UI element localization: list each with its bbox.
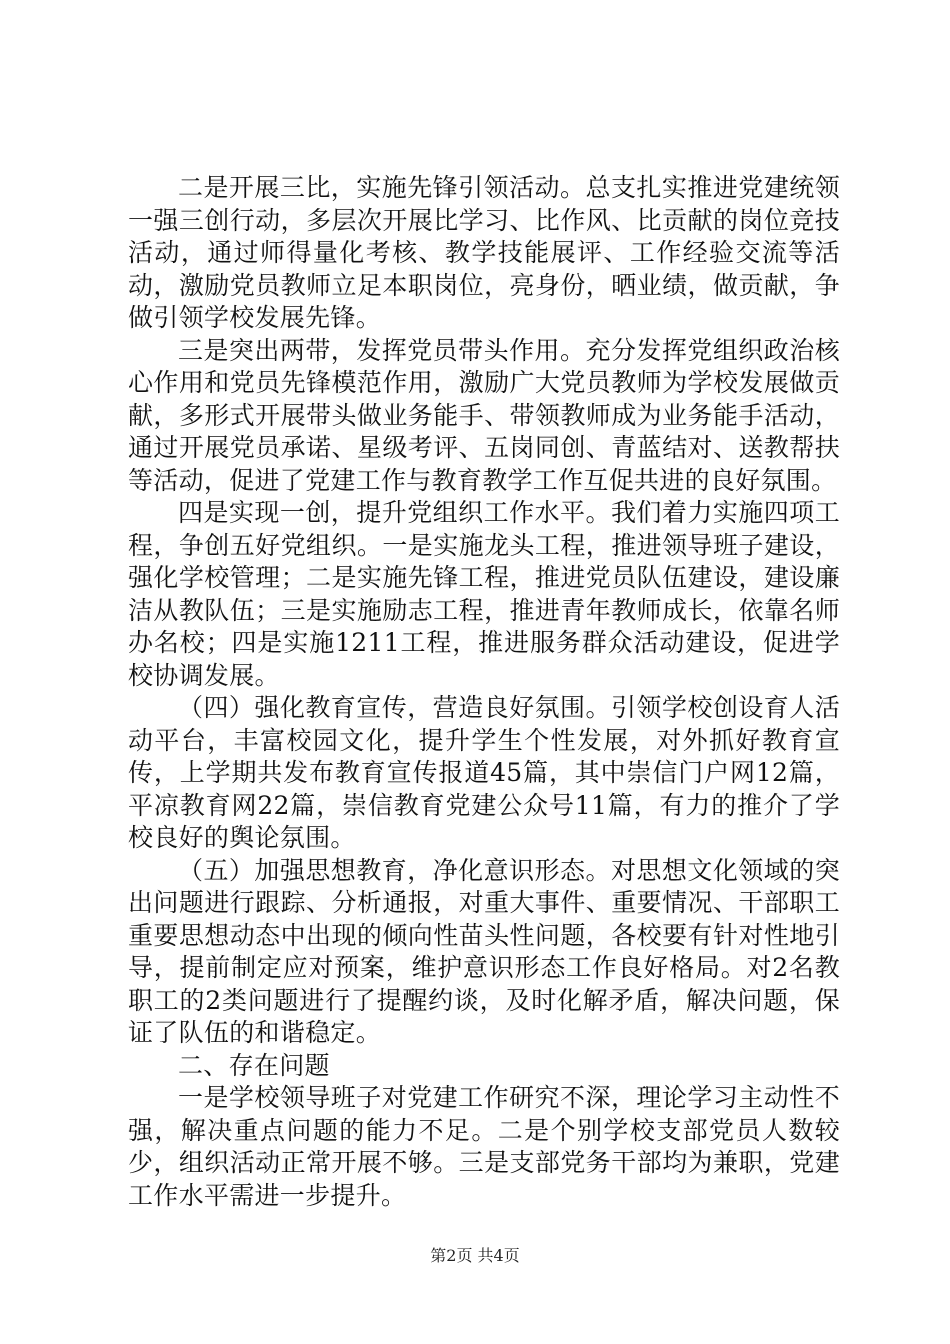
paragraph-2: 三是突出两带，发挥党员带头作用。充分发挥党组织政治核心作用和党员先锋模范作用，激励广大党员教师为学校发展做贡献，多形式开展带头做业务能手、带领教师成为业务能手活动，通过开展党员承诺、星级考评、五岗同创、青蓝结对、送教帮扶等活动，促进了党建工作与教育教学工作互促共进的良好氛围。 xyxy=(128,335,840,495)
paragraph-1: 二是开展三比，实施先锋引领活动。总支扎实推进党建统领一强三创行动，多层次开展比学习、比作风、比贡献的岗位竞技活动，通过师得量化考核、教学技能展评、工作经验交流等活动，激励党员教师立足本职岗位，亮身份，晒业绩，做贡献，争做引领学校发展先锋。 xyxy=(128,173,840,332)
document-body xyxy=(128,172,840,1212)
page-footer: 第2页 共4页 xyxy=(430,1246,520,1265)
paragraph-3: 四是实现一创，提升党组织工作水平。我们着力实施四项工程，争创五好党组织。一是实施龙头工程，推进领导班子建设，强化学校管理；二是实施先锋工程，推进党员队伍建设，建设廉洁从教队伍；三是实施励志工程，推进青年教师成长，依靠名师办名校；四是实施1211工程，推进服务群众活动建设，促进学校协调发展。 xyxy=(128,498,840,690)
section-heading: 二、存在问题 xyxy=(178,1050,330,1080)
paragraph-5: （五）加强思想教育，净化意识形态。对思想文化领域的突出问题进行跟踪、分析通报，对重大事件、重要情况、干部职工重要思想动态中出现的倾向性苗头性问题，各校要有针对性地引导，提前制定应对预案，维护意识形态工作良好格局。对2名教职工的2类问题进行了提醒约谈，及时化解矛盾，解决问题，保证了队伍的和谐稳定。 xyxy=(128,855,840,1047)
paragraph-4: （四）强化教育宣传，营造良好氛围。引领学校创设育人活动平台，丰富校园文化，提升学生个性发展，对外抓好教育宣传，上学期共发布教育宣传报道45篇，其中崇信门户网12篇，平凉教育网22篇，崇信教育党建公众号11篇，有力的推介了学校良好的舆论氛围。 xyxy=(128,693,840,852)
paragraph-6: 一是学校领导班子对党建工作研究不深，理论学习主动性不强，解决重点问题的能力不足。二是个别学校支部党员人数较少，组织活动正常开展不够。三是支部党务干部均为兼职，党建工作水平需进一步提升。 xyxy=(128,1083,840,1210)
